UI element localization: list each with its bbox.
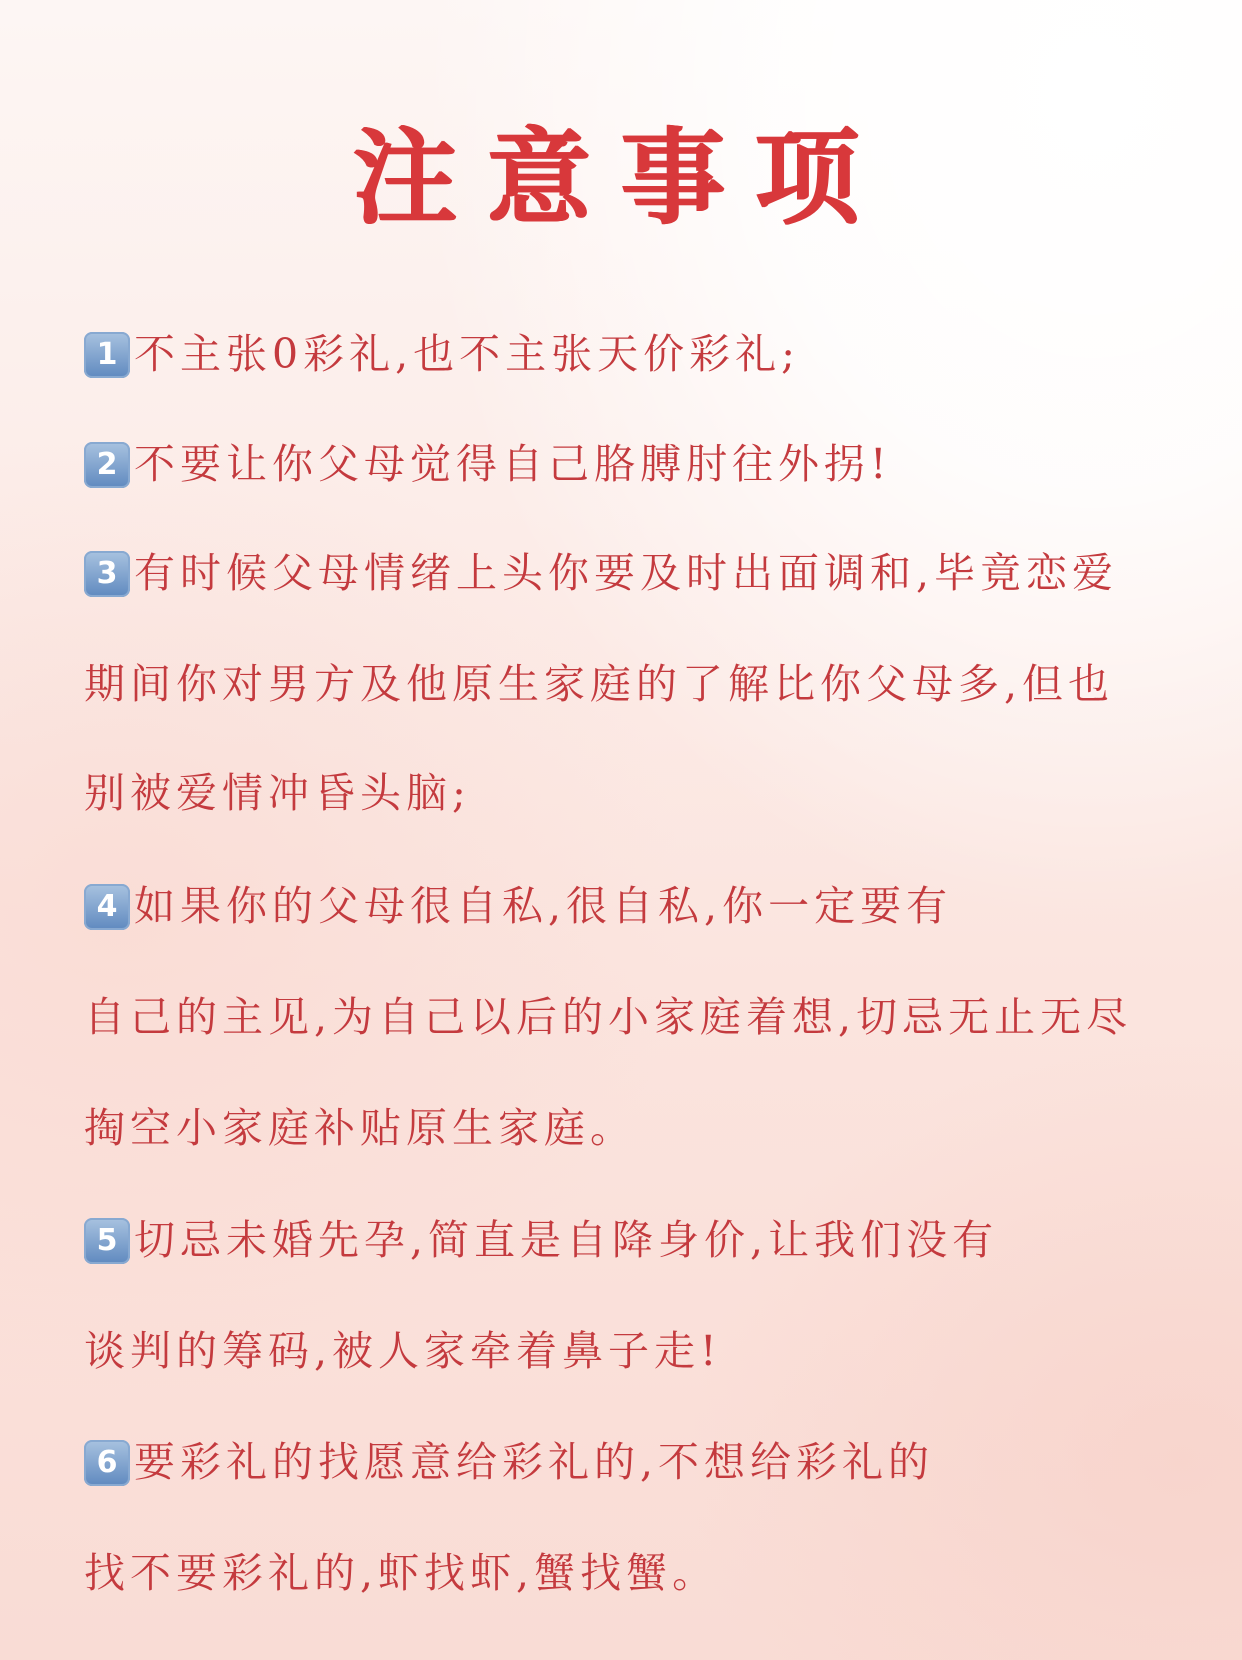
list-item-3-line-1 <box>84 543 1118 603</box>
list-item-4-line-3: 掏空小家庭补贴原生家庭。 <box>84 1104 636 1152</box>
keycap-2-icon: 2 <box>84 442 130 488</box>
list-item-5-line-2: 谈判的筹码,被人家牵着鼻子走! <box>84 1327 722 1375</box>
list-item-4-line-2: 自己的主见,为自己以后的小家庭着想,切忌无止无尽 <box>84 993 1133 1041</box>
item-text: 不要让你父母觉得自己胳膊肘往外拐! <box>134 440 892 488</box>
list-item-1-line-1 <box>84 324 800 384</box>
list-item-3-line-3: 别被爱情冲昏头脑; <box>84 769 471 817</box>
item-text: 要彩礼的找愿意给彩礼的,不想给彩礼的 <box>134 1438 935 1486</box>
list-item-4-line-1 <box>84 876 952 936</box>
keycap-3-icon: 3 <box>84 551 130 597</box>
list-item-6-line-2: 找不要彩礼的,虾找虾,蟹找蟹。 <box>84 1549 719 1597</box>
item-text: 不主张0彩礼,也不主张天价彩礼; <box>134 330 800 378</box>
item-text: 如果你的父母很自私,很自私,你一定要有 <box>134 882 953 930</box>
list-item-5-line-1 <box>84 1210 998 1270</box>
keycap-1-icon: 1 <box>84 332 130 378</box>
keycap-5-icon: 5 <box>84 1218 130 1264</box>
item-text: 切忌未婚先孕,简直是自降身价,让我们没有 <box>134 1216 999 1264</box>
page-title: 注意事项 <box>352 117 889 239</box>
list-item-3-line-2: 期间你对男方及他原生家庭的了解比你父母多,但也 <box>84 660 1115 708</box>
item-text: 有时候父母情绪上头你要及时出面调和,毕竟恋爱 <box>134 549 1119 597</box>
keycap-4-icon: 4 <box>84 884 130 930</box>
list-item-6-line-1 <box>84 1432 934 1492</box>
list-item-2-line-1 <box>84 434 891 494</box>
keycap-6-icon: 6 <box>84 1440 130 1486</box>
